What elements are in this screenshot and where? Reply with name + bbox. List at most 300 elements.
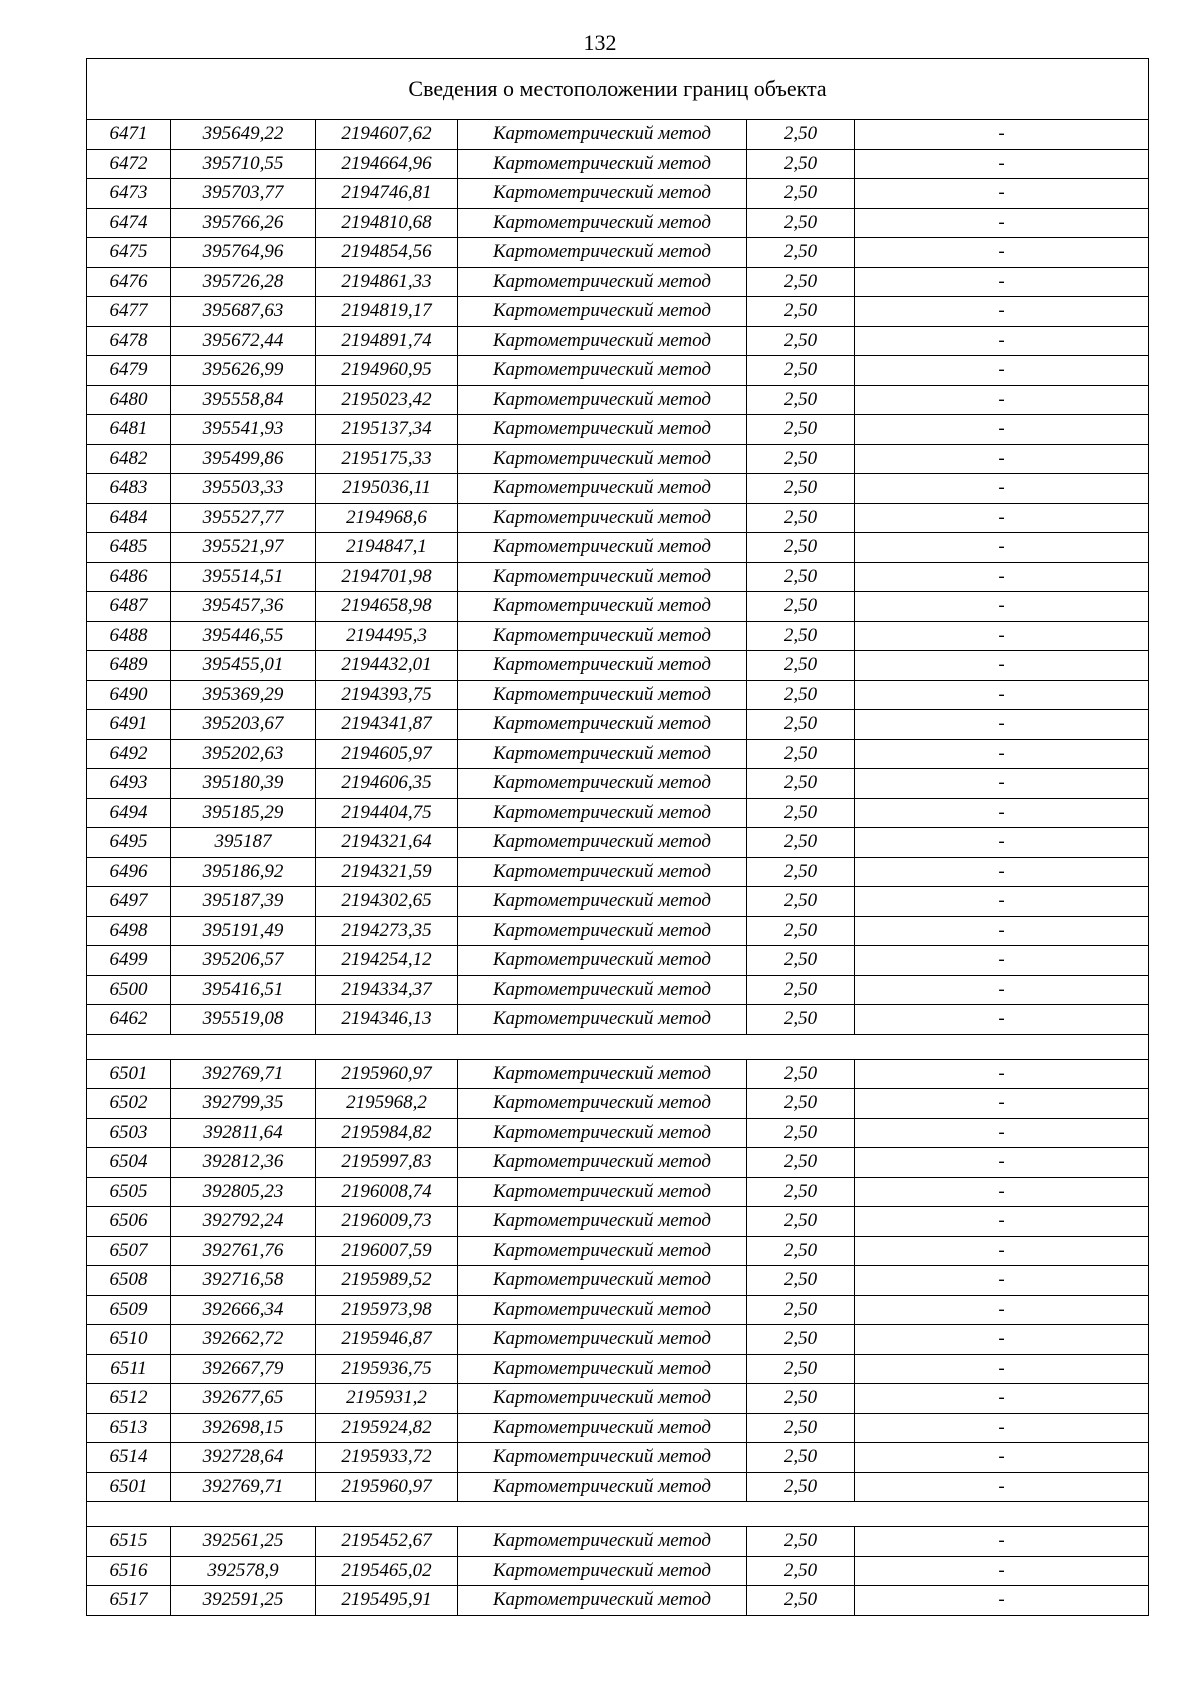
accuracy-cell: 2,50 — [747, 533, 855, 563]
method-cell: Картометрический метод — [458, 769, 747, 799]
description-cell: - — [855, 651, 1149, 681]
point-number-cell: 6503 — [87, 1118, 171, 1148]
y-coordinate-cell: 2195960,97 — [316, 1059, 458, 1089]
point-number-cell: 6515 — [87, 1527, 171, 1557]
description-cell: - — [855, 326, 1149, 356]
table-row — [87, 1472, 1149, 1502]
accuracy-cell: 2,50 — [747, 946, 855, 976]
x-coordinate-cell: 395521,97 — [171, 533, 316, 563]
point-number-cell: 6492 — [87, 739, 171, 769]
description-cell: - — [855, 1207, 1149, 1237]
accuracy-cell: 2,50 — [747, 267, 855, 297]
table-row — [87, 533, 1149, 563]
description-cell: - — [855, 1325, 1149, 1355]
x-coordinate-cell: 395503,33 — [171, 474, 316, 504]
y-coordinate-cell: 2195137,34 — [316, 415, 458, 445]
accuracy-cell: 2,50 — [747, 592, 855, 622]
method-cell: Картометрический метод — [458, 946, 747, 976]
y-coordinate-cell: 2195023,42 — [316, 385, 458, 415]
point-number-cell: 6479 — [87, 356, 171, 386]
accuracy-cell: 2,50 — [747, 149, 855, 179]
y-coordinate-cell: 2194607,62 — [316, 120, 458, 150]
point-number-cell: 6493 — [87, 769, 171, 799]
description-cell: - — [855, 1527, 1149, 1557]
accuracy-cell: 2,50 — [747, 356, 855, 386]
table-row — [87, 1266, 1149, 1296]
table-row — [87, 1295, 1149, 1325]
contour-separator-row — [87, 1034, 1149, 1059]
y-coordinate-cell: 2194968,6 — [316, 503, 458, 533]
y-coordinate-cell: 2195984,82 — [316, 1118, 458, 1148]
table-row — [87, 739, 1149, 769]
x-coordinate-cell: 395186,92 — [171, 857, 316, 887]
table-row — [87, 680, 1149, 710]
description-cell: - — [855, 710, 1149, 740]
y-coordinate-cell: 2194960,95 — [316, 356, 458, 386]
x-coordinate-cell: 392666,34 — [171, 1295, 316, 1325]
method-cell: Картометрический метод — [458, 385, 747, 415]
x-coordinate-cell: 395446,55 — [171, 621, 316, 651]
x-coordinate-cell: 395527,77 — [171, 503, 316, 533]
x-coordinate-cell: 395672,44 — [171, 326, 316, 356]
x-coordinate-cell: 395203,67 — [171, 710, 316, 740]
y-coordinate-cell: 2194664,96 — [316, 149, 458, 179]
accuracy-cell: 2,50 — [747, 1148, 855, 1178]
description-cell: - — [855, 1413, 1149, 1443]
table-row — [87, 1236, 1149, 1266]
point-number-cell: 6472 — [87, 149, 171, 179]
y-coordinate-cell: 2195465,02 — [316, 1556, 458, 1586]
table-row — [87, 1177, 1149, 1207]
accuracy-cell: 2,50 — [747, 1059, 855, 1089]
description-cell: - — [855, 208, 1149, 238]
point-number-cell: 6514 — [87, 1443, 171, 1473]
point-number-cell: 6500 — [87, 975, 171, 1005]
y-coordinate-cell: 2194273,35 — [316, 916, 458, 946]
y-coordinate-cell: 2195924,82 — [316, 1413, 458, 1443]
x-coordinate-cell: 395187 — [171, 828, 316, 858]
point-number-cell: 6494 — [87, 798, 171, 828]
method-cell: Картометрический метод — [458, 1207, 747, 1237]
method-cell: Картометрический метод — [458, 562, 747, 592]
point-number-cell: 6478 — [87, 326, 171, 356]
method-cell: Картометрический метод — [458, 208, 747, 238]
accuracy-cell: 2,50 — [747, 1207, 855, 1237]
method-cell: Картометрический метод — [458, 592, 747, 622]
y-coordinate-cell: 2194658,98 — [316, 592, 458, 622]
accuracy-cell: 2,50 — [747, 1384, 855, 1414]
table-row — [87, 444, 1149, 474]
x-coordinate-cell: 395457,36 — [171, 592, 316, 622]
accuracy-cell: 2,50 — [747, 1295, 855, 1325]
table-row — [87, 651, 1149, 681]
y-coordinate-cell: 2194606,35 — [316, 769, 458, 799]
x-coordinate-cell: 392761,76 — [171, 1236, 316, 1266]
description-cell: - — [855, 975, 1149, 1005]
description-cell: - — [855, 120, 1149, 150]
accuracy-cell: 2,50 — [747, 1472, 855, 1502]
method-cell: Картометрический метод — [458, 680, 747, 710]
description-cell: - — [855, 1089, 1149, 1119]
table-row — [87, 1059, 1149, 1089]
point-number-cell: 6497 — [87, 887, 171, 917]
table-row — [87, 1413, 1149, 1443]
method-cell: Картометрический метод — [458, 975, 747, 1005]
method-cell: Картометрический метод — [458, 798, 747, 828]
point-number-cell: 6511 — [87, 1354, 171, 1384]
method-cell: Картометрический метод — [458, 1354, 747, 1384]
x-coordinate-cell: 395764,96 — [171, 238, 316, 268]
table-row — [87, 1527, 1149, 1557]
accuracy-cell: 2,50 — [747, 1177, 855, 1207]
x-coordinate-cell: 395206,57 — [171, 946, 316, 976]
y-coordinate-cell: 2194393,75 — [316, 680, 458, 710]
table-row — [87, 120, 1149, 150]
method-cell: Картометрический метод — [458, 1527, 747, 1557]
point-number-cell: 6487 — [87, 592, 171, 622]
description-cell: - — [855, 297, 1149, 327]
x-coordinate-cell: 392805,23 — [171, 1177, 316, 1207]
point-number-cell: 6504 — [87, 1148, 171, 1178]
description-cell: - — [855, 1556, 1149, 1586]
point-number-cell: 6510 — [87, 1325, 171, 1355]
x-coordinate-cell: 392591,25 — [171, 1586, 316, 1616]
table-body — [87, 120, 1149, 1616]
table-row — [87, 1325, 1149, 1355]
accuracy-cell: 2,50 — [747, 1266, 855, 1296]
y-coordinate-cell: 2194346,13 — [316, 1005, 458, 1035]
y-coordinate-cell: 2195933,72 — [316, 1443, 458, 1473]
description-cell: - — [855, 1005, 1149, 1035]
method-cell: Картометрический метод — [458, 356, 747, 386]
accuracy-cell: 2,50 — [747, 208, 855, 238]
point-number-cell: 6482 — [87, 444, 171, 474]
y-coordinate-cell: 2195936,75 — [316, 1354, 458, 1384]
point-number-cell: 6488 — [87, 621, 171, 651]
method-cell: Картометрический метод — [458, 621, 747, 651]
table-row — [87, 975, 1149, 1005]
y-coordinate-cell: 2194321,59 — [316, 857, 458, 887]
description-cell: - — [855, 1384, 1149, 1414]
point-number-cell: 6508 — [87, 1266, 171, 1296]
x-coordinate-cell: 395499,86 — [171, 444, 316, 474]
table-row — [87, 1005, 1149, 1035]
contour-separator-cell — [87, 1034, 1149, 1059]
accuracy-cell: 2,50 — [747, 179, 855, 209]
y-coordinate-cell: 2194891,74 — [316, 326, 458, 356]
y-coordinate-cell: 2194341,87 — [316, 710, 458, 740]
accuracy-cell: 2,50 — [747, 975, 855, 1005]
description-cell: - — [855, 1177, 1149, 1207]
point-number-cell: 6485 — [87, 533, 171, 563]
table-row — [87, 828, 1149, 858]
method-cell: Картометрический метод — [458, 1089, 747, 1119]
x-coordinate-cell: 395726,28 — [171, 267, 316, 297]
accuracy-cell: 2,50 — [747, 621, 855, 651]
x-coordinate-cell: 392561,25 — [171, 1527, 316, 1557]
page-number: 132 — [583, 30, 617, 55]
method-cell: Картометрический метод — [458, 828, 747, 858]
table-row — [87, 798, 1149, 828]
accuracy-cell: 2,50 — [747, 1443, 855, 1473]
point-number-cell: 6513 — [87, 1413, 171, 1443]
x-coordinate-cell: 392662,72 — [171, 1325, 316, 1355]
y-coordinate-cell: 2195997,83 — [316, 1148, 458, 1178]
x-coordinate-cell: 395519,08 — [171, 1005, 316, 1035]
x-coordinate-cell: 392792,24 — [171, 1207, 316, 1237]
point-number-cell: 6474 — [87, 208, 171, 238]
table-row — [87, 1148, 1149, 1178]
accuracy-cell: 2,50 — [747, 1118, 855, 1148]
method-cell: Картометрический метод — [458, 1586, 747, 1616]
y-coordinate-cell: 2194701,98 — [316, 562, 458, 592]
x-coordinate-cell: 395202,63 — [171, 739, 316, 769]
method-cell: Картометрический метод — [458, 179, 747, 209]
x-coordinate-cell: 395191,49 — [171, 916, 316, 946]
accuracy-cell: 2,50 — [747, 415, 855, 445]
point-number-cell: 6486 — [87, 562, 171, 592]
description-cell: - — [855, 1266, 1149, 1296]
table-title: Сведения о местоположении границ объекта — [87, 59, 1149, 120]
method-cell: Картометрический метод — [458, 739, 747, 769]
y-coordinate-cell: 2194854,56 — [316, 238, 458, 268]
y-coordinate-cell: 2194819,17 — [316, 297, 458, 327]
table-row — [87, 1384, 1149, 1414]
method-cell: Картометрический метод — [458, 857, 747, 887]
method-cell: Картометрический метод — [458, 651, 747, 681]
table-row — [87, 1118, 1149, 1148]
x-coordinate-cell: 392667,79 — [171, 1354, 316, 1384]
description-cell: - — [855, 798, 1149, 828]
point-number-cell: 6462 — [87, 1005, 171, 1035]
description-cell: - — [855, 179, 1149, 209]
method-cell: Картометрический метод — [458, 1236, 747, 1266]
y-coordinate-cell: 2195968,2 — [316, 1089, 458, 1119]
point-number-cell: 6491 — [87, 710, 171, 740]
point-number-cell: 6480 — [87, 385, 171, 415]
point-number-cell: 6507 — [87, 1236, 171, 1266]
x-coordinate-cell: 395187,39 — [171, 887, 316, 917]
y-coordinate-cell: 2194746,81 — [316, 179, 458, 209]
y-coordinate-cell: 2194847,1 — [316, 533, 458, 563]
accuracy-cell: 2,50 — [747, 238, 855, 268]
description-cell: - — [855, 680, 1149, 710]
table-row — [87, 887, 1149, 917]
x-coordinate-cell: 392578,9 — [171, 1556, 316, 1586]
method-cell: Картометрический метод — [458, 1443, 747, 1473]
description-cell: - — [855, 1118, 1149, 1148]
method-cell: Картометрический метод — [458, 1148, 747, 1178]
x-coordinate-cell: 392716,58 — [171, 1266, 316, 1296]
accuracy-cell: 2,50 — [747, 1005, 855, 1035]
method-cell: Картометрический метод — [458, 1325, 747, 1355]
description-cell: - — [855, 887, 1149, 917]
accuracy-cell: 2,50 — [747, 1413, 855, 1443]
x-coordinate-cell: 392769,71 — [171, 1472, 316, 1502]
x-coordinate-cell: 395687,63 — [171, 297, 316, 327]
description-cell: - — [855, 474, 1149, 504]
boundary-table-container — [86, 58, 1148, 1616]
method-cell: Картометрический метод — [458, 415, 747, 445]
method-cell: Картометрический метод — [458, 503, 747, 533]
table-row — [87, 238, 1149, 268]
point-number-cell: 6496 — [87, 857, 171, 887]
y-coordinate-cell: 2195973,98 — [316, 1295, 458, 1325]
point-number-cell: 6477 — [87, 297, 171, 327]
method-cell: Картометрический метод — [458, 444, 747, 474]
description-cell: - — [855, 1148, 1149, 1178]
x-coordinate-cell: 392698,15 — [171, 1413, 316, 1443]
y-coordinate-cell: 2194810,68 — [316, 208, 458, 238]
table-row — [87, 415, 1149, 445]
description-cell: - — [855, 916, 1149, 946]
accuracy-cell: 2,50 — [747, 1586, 855, 1616]
y-coordinate-cell: 2195036,11 — [316, 474, 458, 504]
y-coordinate-cell: 2195960,97 — [316, 1472, 458, 1502]
method-cell: Картометрический метод — [458, 533, 747, 563]
accuracy-cell: 2,50 — [747, 798, 855, 828]
description-cell: - — [855, 739, 1149, 769]
table-row — [87, 769, 1149, 799]
table-row — [87, 474, 1149, 504]
description-cell: - — [855, 1354, 1149, 1384]
description-cell: - — [855, 415, 1149, 445]
x-coordinate-cell: 395180,39 — [171, 769, 316, 799]
description-cell: - — [855, 1295, 1149, 1325]
method-cell: Картометрический метод — [458, 1384, 747, 1414]
y-coordinate-cell: 2194432,01 — [316, 651, 458, 681]
table-row — [87, 857, 1149, 887]
y-coordinate-cell: 2195495,91 — [316, 1586, 458, 1616]
method-cell: Картометрический метод — [458, 1472, 747, 1502]
table-row — [87, 946, 1149, 976]
accuracy-cell: 2,50 — [747, 857, 855, 887]
table-row — [87, 916, 1149, 946]
contour-separator-cell — [87, 1502, 1149, 1527]
description-cell: - — [855, 238, 1149, 268]
table-row — [87, 385, 1149, 415]
y-coordinate-cell: 2196008,74 — [316, 1177, 458, 1207]
table-row — [87, 503, 1149, 533]
y-coordinate-cell: 2196009,73 — [316, 1207, 458, 1237]
method-cell: Картометрический метод — [458, 1005, 747, 1035]
accuracy-cell: 2,50 — [747, 1556, 855, 1586]
accuracy-cell: 2,50 — [747, 297, 855, 327]
y-coordinate-cell: 2195931,2 — [316, 1384, 458, 1414]
description-cell: - — [855, 1586, 1149, 1616]
point-number-cell: 6502 — [87, 1089, 171, 1119]
description-cell: - — [855, 1443, 1149, 1473]
accuracy-cell: 2,50 — [747, 474, 855, 504]
method-cell: Картометрический метод — [458, 149, 747, 179]
description-cell: - — [855, 533, 1149, 563]
description-cell: - — [855, 385, 1149, 415]
accuracy-cell: 2,50 — [747, 1527, 855, 1557]
x-coordinate-cell: 395541,93 — [171, 415, 316, 445]
description-cell: - — [855, 857, 1149, 887]
description-cell: - — [855, 828, 1149, 858]
table-row — [87, 1556, 1149, 1586]
method-cell: Картометрический метод — [458, 1266, 747, 1296]
point-number-cell: 6516 — [87, 1556, 171, 1586]
method-cell: Картометрический метод — [458, 238, 747, 268]
accuracy-cell: 2,50 — [747, 1354, 855, 1384]
method-cell: Картометрический метод — [458, 1118, 747, 1148]
x-coordinate-cell: 395766,26 — [171, 208, 316, 238]
accuracy-cell: 2,50 — [747, 385, 855, 415]
point-number-cell: 6473 — [87, 179, 171, 209]
table-row — [87, 208, 1149, 238]
method-cell: Картометрический метод — [458, 1413, 747, 1443]
x-coordinate-cell: 395416,51 — [171, 975, 316, 1005]
table-row — [87, 1354, 1149, 1384]
table-row — [87, 267, 1149, 297]
accuracy-cell: 2,50 — [747, 769, 855, 799]
description-cell: - — [855, 946, 1149, 976]
point-number-cell: 6490 — [87, 680, 171, 710]
description-cell: - — [855, 1236, 1149, 1266]
point-number-cell: 6471 — [87, 120, 171, 150]
y-coordinate-cell: 2195452,67 — [316, 1527, 458, 1557]
accuracy-cell: 2,50 — [747, 444, 855, 474]
y-coordinate-cell: 2194495,3 — [316, 621, 458, 651]
accuracy-cell: 2,50 — [747, 503, 855, 533]
method-cell: Картометрический метод — [458, 297, 747, 327]
y-coordinate-cell: 2194334,37 — [316, 975, 458, 1005]
point-number-cell: 6517 — [87, 1586, 171, 1616]
method-cell: Картометрический метод — [458, 1295, 747, 1325]
description-cell: - — [855, 149, 1149, 179]
point-number-cell: 6501 — [87, 1059, 171, 1089]
method-cell: Картометрический метод — [458, 1059, 747, 1089]
method-cell: Картометрический метод — [458, 120, 747, 150]
x-coordinate-cell: 392812,36 — [171, 1148, 316, 1178]
description-cell: - — [855, 621, 1149, 651]
accuracy-cell: 2,50 — [747, 651, 855, 681]
table-row — [87, 297, 1149, 327]
table-row — [87, 326, 1149, 356]
y-coordinate-cell: 2194861,33 — [316, 267, 458, 297]
table-row — [87, 1586, 1149, 1616]
description-cell: - — [855, 1472, 1149, 1502]
method-cell: Картометрический метод — [458, 267, 747, 297]
y-coordinate-cell: 2194302,65 — [316, 887, 458, 917]
method-cell: Картометрический метод — [458, 887, 747, 917]
description-cell: - — [855, 1059, 1149, 1089]
x-coordinate-cell: 395649,22 — [171, 120, 316, 150]
accuracy-cell: 2,50 — [747, 1089, 855, 1119]
boundary-coordinates-table — [86, 58, 1149, 1616]
point-number-cell: 6505 — [87, 1177, 171, 1207]
point-number-cell: 6498 — [87, 916, 171, 946]
method-cell: Картометрический метод — [458, 1556, 747, 1586]
x-coordinate-cell: 395455,01 — [171, 651, 316, 681]
method-cell: Картометрический метод — [458, 916, 747, 946]
point-number-cell: 6499 — [87, 946, 171, 976]
point-number-cell: 6509 — [87, 1295, 171, 1325]
description-cell: - — [855, 267, 1149, 297]
x-coordinate-cell: 395369,29 — [171, 680, 316, 710]
y-coordinate-cell: 2194321,64 — [316, 828, 458, 858]
table-header-row — [87, 59, 1149, 120]
method-cell: Картометрический метод — [458, 710, 747, 740]
accuracy-cell: 2,50 — [747, 1236, 855, 1266]
point-number-cell: 6476 — [87, 267, 171, 297]
table-row — [87, 1443, 1149, 1473]
table-row — [87, 1089, 1149, 1119]
accuracy-cell: 2,50 — [747, 739, 855, 769]
point-number-cell: 6475 — [87, 238, 171, 268]
